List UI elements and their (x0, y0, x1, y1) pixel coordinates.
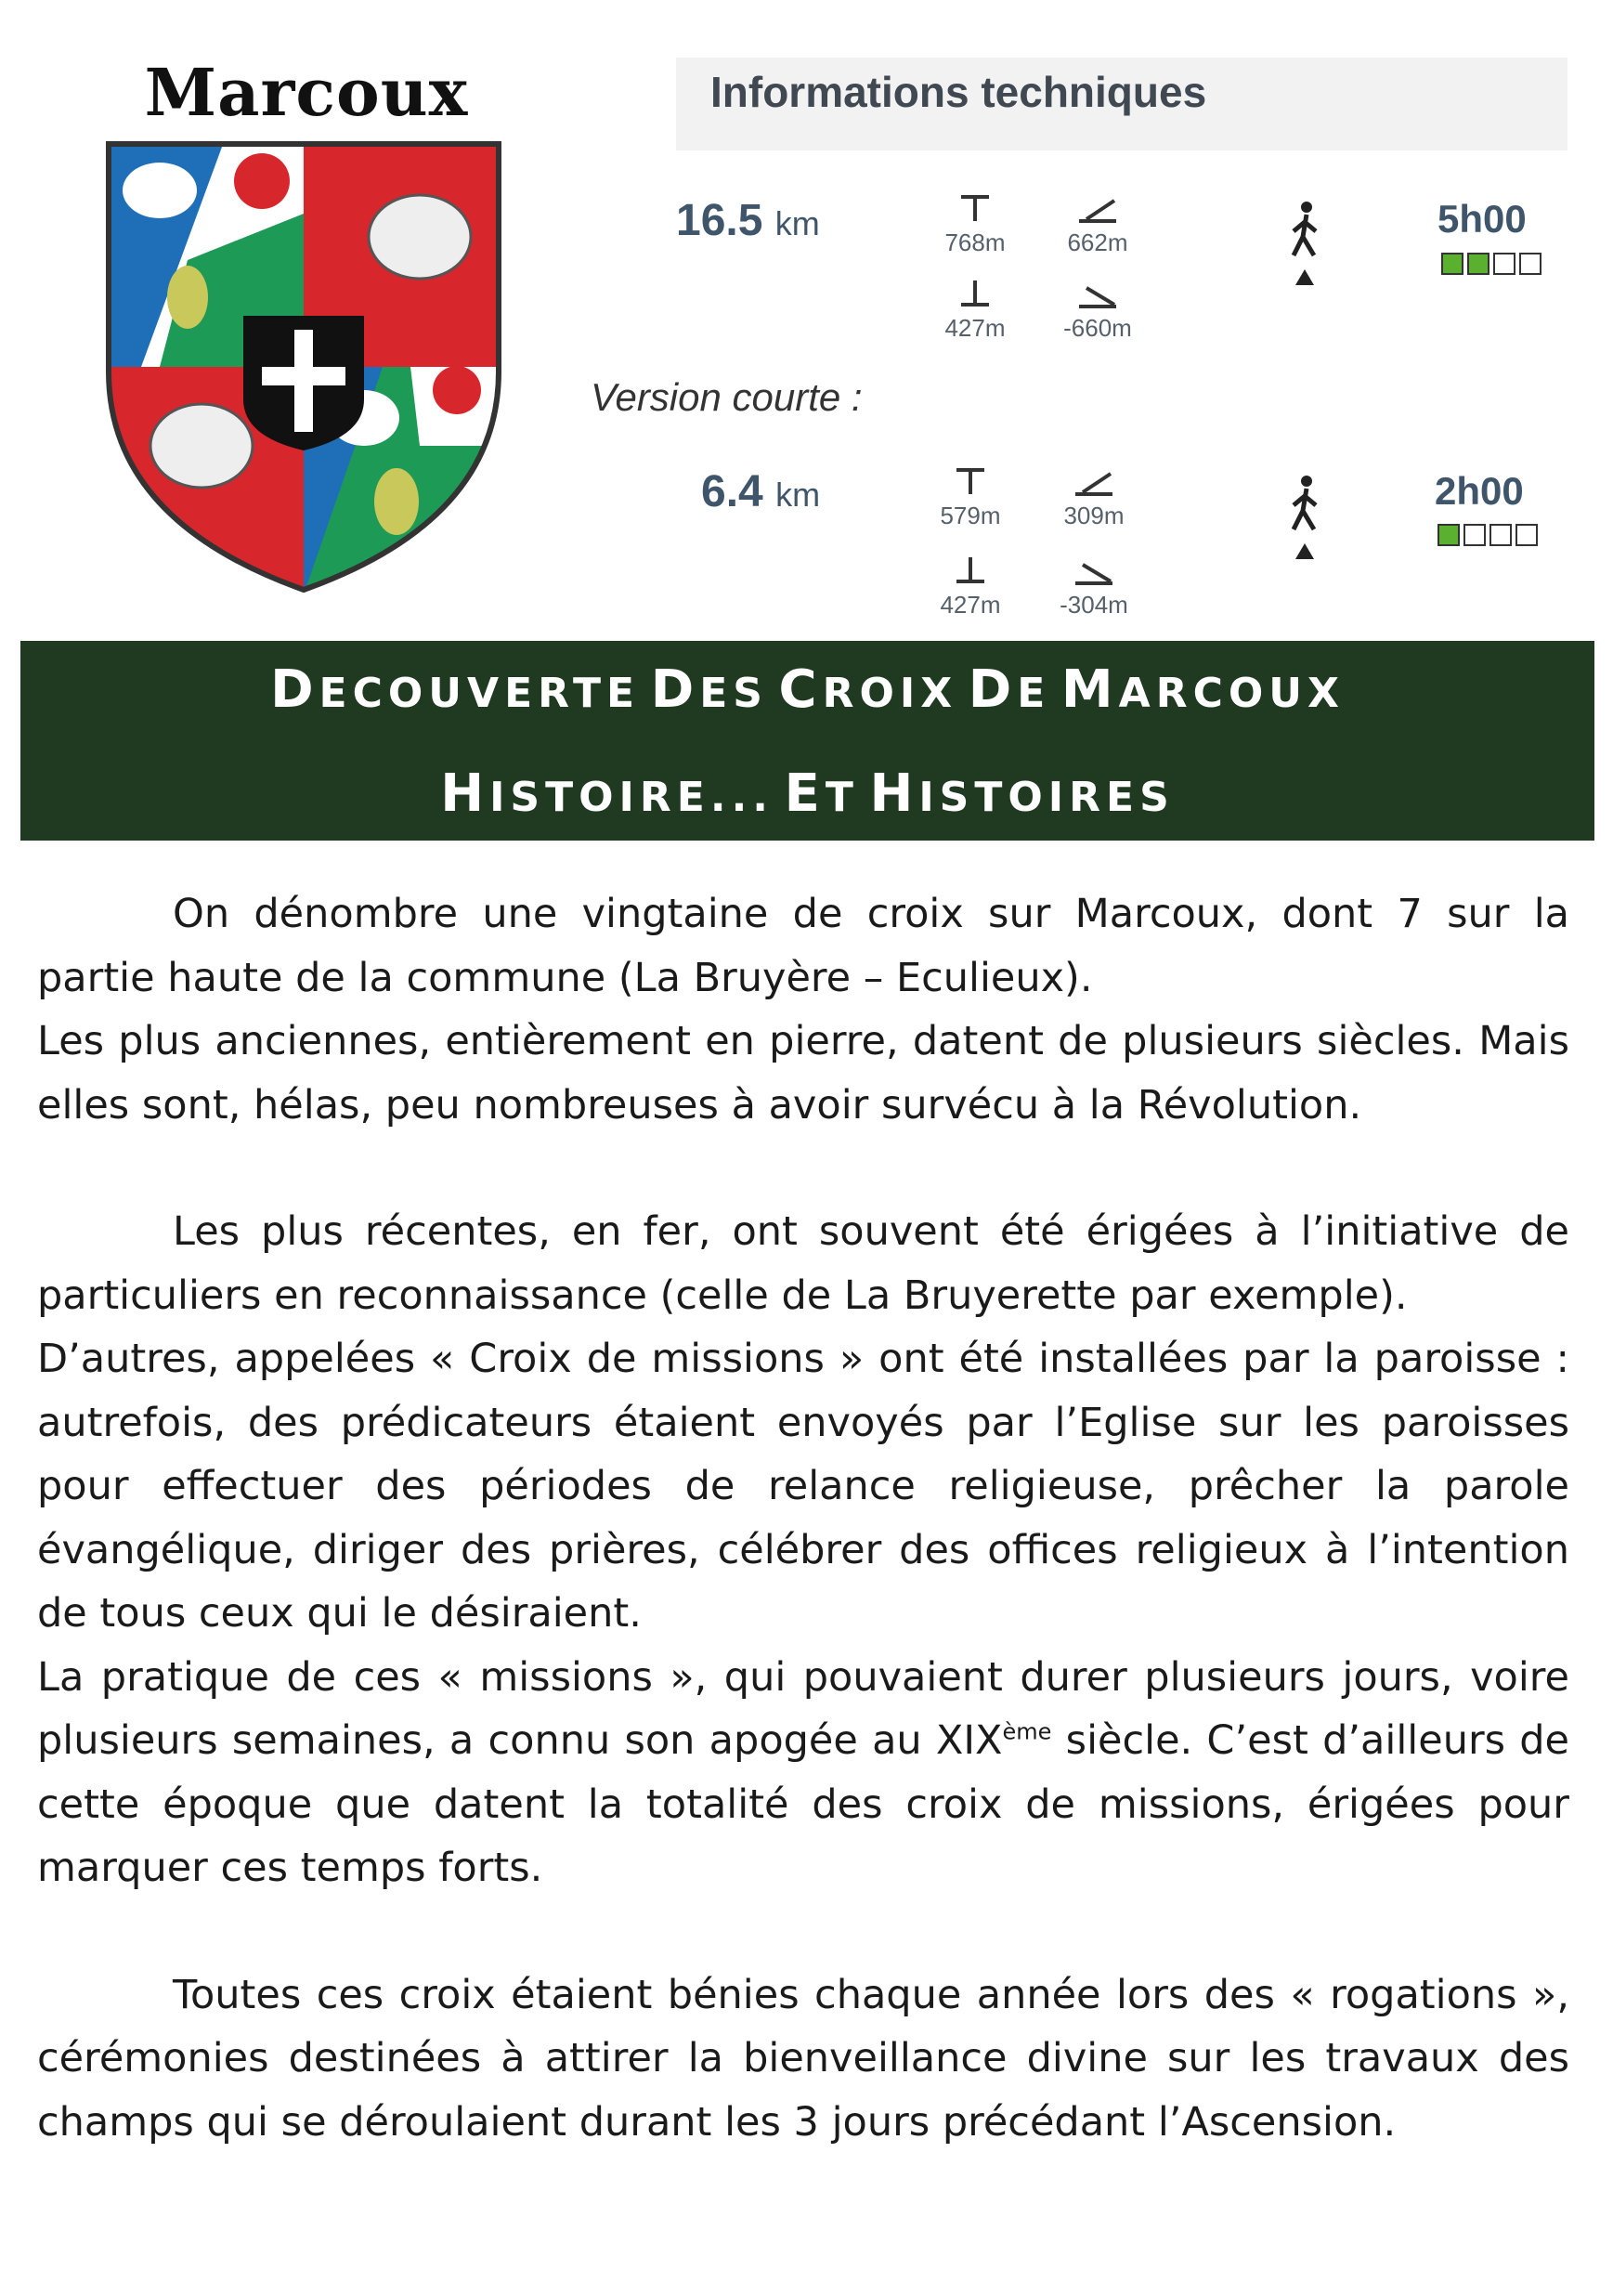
difficulty-box (1515, 524, 1538, 546)
info-title: Informations techniques (710, 68, 1207, 116)
difficulty-box (1519, 253, 1541, 275)
long-distance (676, 195, 820, 246)
banner-word: HISTOIRES (869, 763, 1175, 824)
long-ascent: 662m (1067, 228, 1128, 256)
paragraph-6: Toutes ces croix étaient bénies chaque année lors des « rogations », cérémonies destinées à attirer la bienveillance divine sur les travaux des champs qui se déroulaient durant les 3 jours précédant l’Ascension. (37, 1971, 1569, 2146)
altitude-min-icon (919, 279, 1031, 310)
paragraph-4: D’autres, appelées « Croix de missions » ont été installées par la paroisse : autrefois, des prédicateurs étaient envoyés par l’Eglise sur les paroisses pour effectuer des périodes de relance religieuse, prêcher la parole évangélique, diriger des prières, célébrer des offices religieux à l’intention de tous ceux qui le désiraient. (37, 1336, 1569, 1637)
hiker-icon (1286, 200, 1323, 293)
short-distance-unit: km (775, 476, 821, 514)
short-version-label: Version courte : (591, 375, 863, 419)
ascent-icon (1042, 193, 1153, 225)
town-name: Marcoux (144, 54, 469, 131)
short-distance (701, 466, 820, 517)
banner-title-line2 (20, 763, 1594, 824)
long-difficulty-boxes (1441, 253, 1541, 275)
banner-word: ET (784, 763, 859, 824)
short-alt-min: 427m (940, 591, 1001, 619)
altitude-min-icon (915, 555, 1026, 587)
descent-icon (1042, 279, 1153, 310)
altitude-max-icon (919, 193, 1031, 225)
short-alt-max: 579m (940, 502, 1001, 529)
long-descent: -660m (1063, 314, 1132, 340)
descent-icon (1038, 555, 1150, 587)
long-duration: 5h00 (1437, 197, 1527, 241)
paragraph-5 (37, 1646, 1569, 1900)
difficulty-box (1437, 524, 1460, 546)
paragraph-5-sup: ème (1002, 1718, 1052, 1745)
long-alt-max: 768m (944, 228, 1006, 256)
difficulty-box (1467, 253, 1489, 275)
paragraph-3: Les plus récentes, en fer, ont souvent été érigées à l’initiative de particuliers en reconnaissance (celle de La Bruyerette par exemple). (37, 1208, 1569, 1319)
banner-word: CROIX (778, 659, 958, 720)
coat-of-arms (104, 139, 503, 594)
banner-word: HISTOIRE... (440, 763, 774, 824)
banner-word: DECOUVERTE (270, 659, 641, 720)
long-distance-value: 16.5 (676, 196, 763, 245)
long-alt-min: 427m (944, 314, 1006, 340)
difficulty-box (1489, 524, 1512, 546)
paragraph-2: Les plus anciennes, entièrement en pierre, datent de plusieurs siècles. Mais elles sont, hélas, peu nombreuses à avoir survécu à la Révolution. (37, 1018, 1569, 1128)
banner-word: DES (650, 659, 768, 720)
banner-title-line1 (20, 659, 1594, 720)
short-descent: -304m (1060, 591, 1128, 619)
paragraph-1: On dénombre une vingtaine de croix sur Marcoux, dont 7 sur la partie haute de la commune (La Bruyère – Eculieux). (37, 891, 1569, 1001)
banner-word: MARCOUX (1060, 659, 1345, 720)
difficulty-box (1441, 253, 1463, 275)
ascent-icon (1038, 466, 1150, 498)
short-ascent: 309m (1063, 502, 1125, 529)
altitude-max-icon (915, 466, 1026, 498)
short-difficulty-boxes (1437, 524, 1538, 546)
hiker-icon (1286, 474, 1323, 567)
difficulty-box (1493, 253, 1515, 275)
short-duration: 2h00 (1435, 469, 1524, 513)
difficulty-box (1463, 524, 1486, 546)
long-distance-unit: km (774, 204, 820, 242)
paragraph-5-part2: siècle. C’est d’ailleurs de cette époque que datent la totalité des croix de missions, érigées pour marquer ces temps forts. (37, 1717, 1570, 1891)
paragraph-5-part1: La pratique de ces « missions », qui pouvaient durer plusieurs jours, voire plusieurs semaines, a connu son apogée au XIX (37, 1653, 1569, 1764)
short-distance-value: 6.4 (701, 467, 763, 516)
banner-word: DE (968, 659, 1051, 720)
body-text (37, 882, 1569, 2154)
